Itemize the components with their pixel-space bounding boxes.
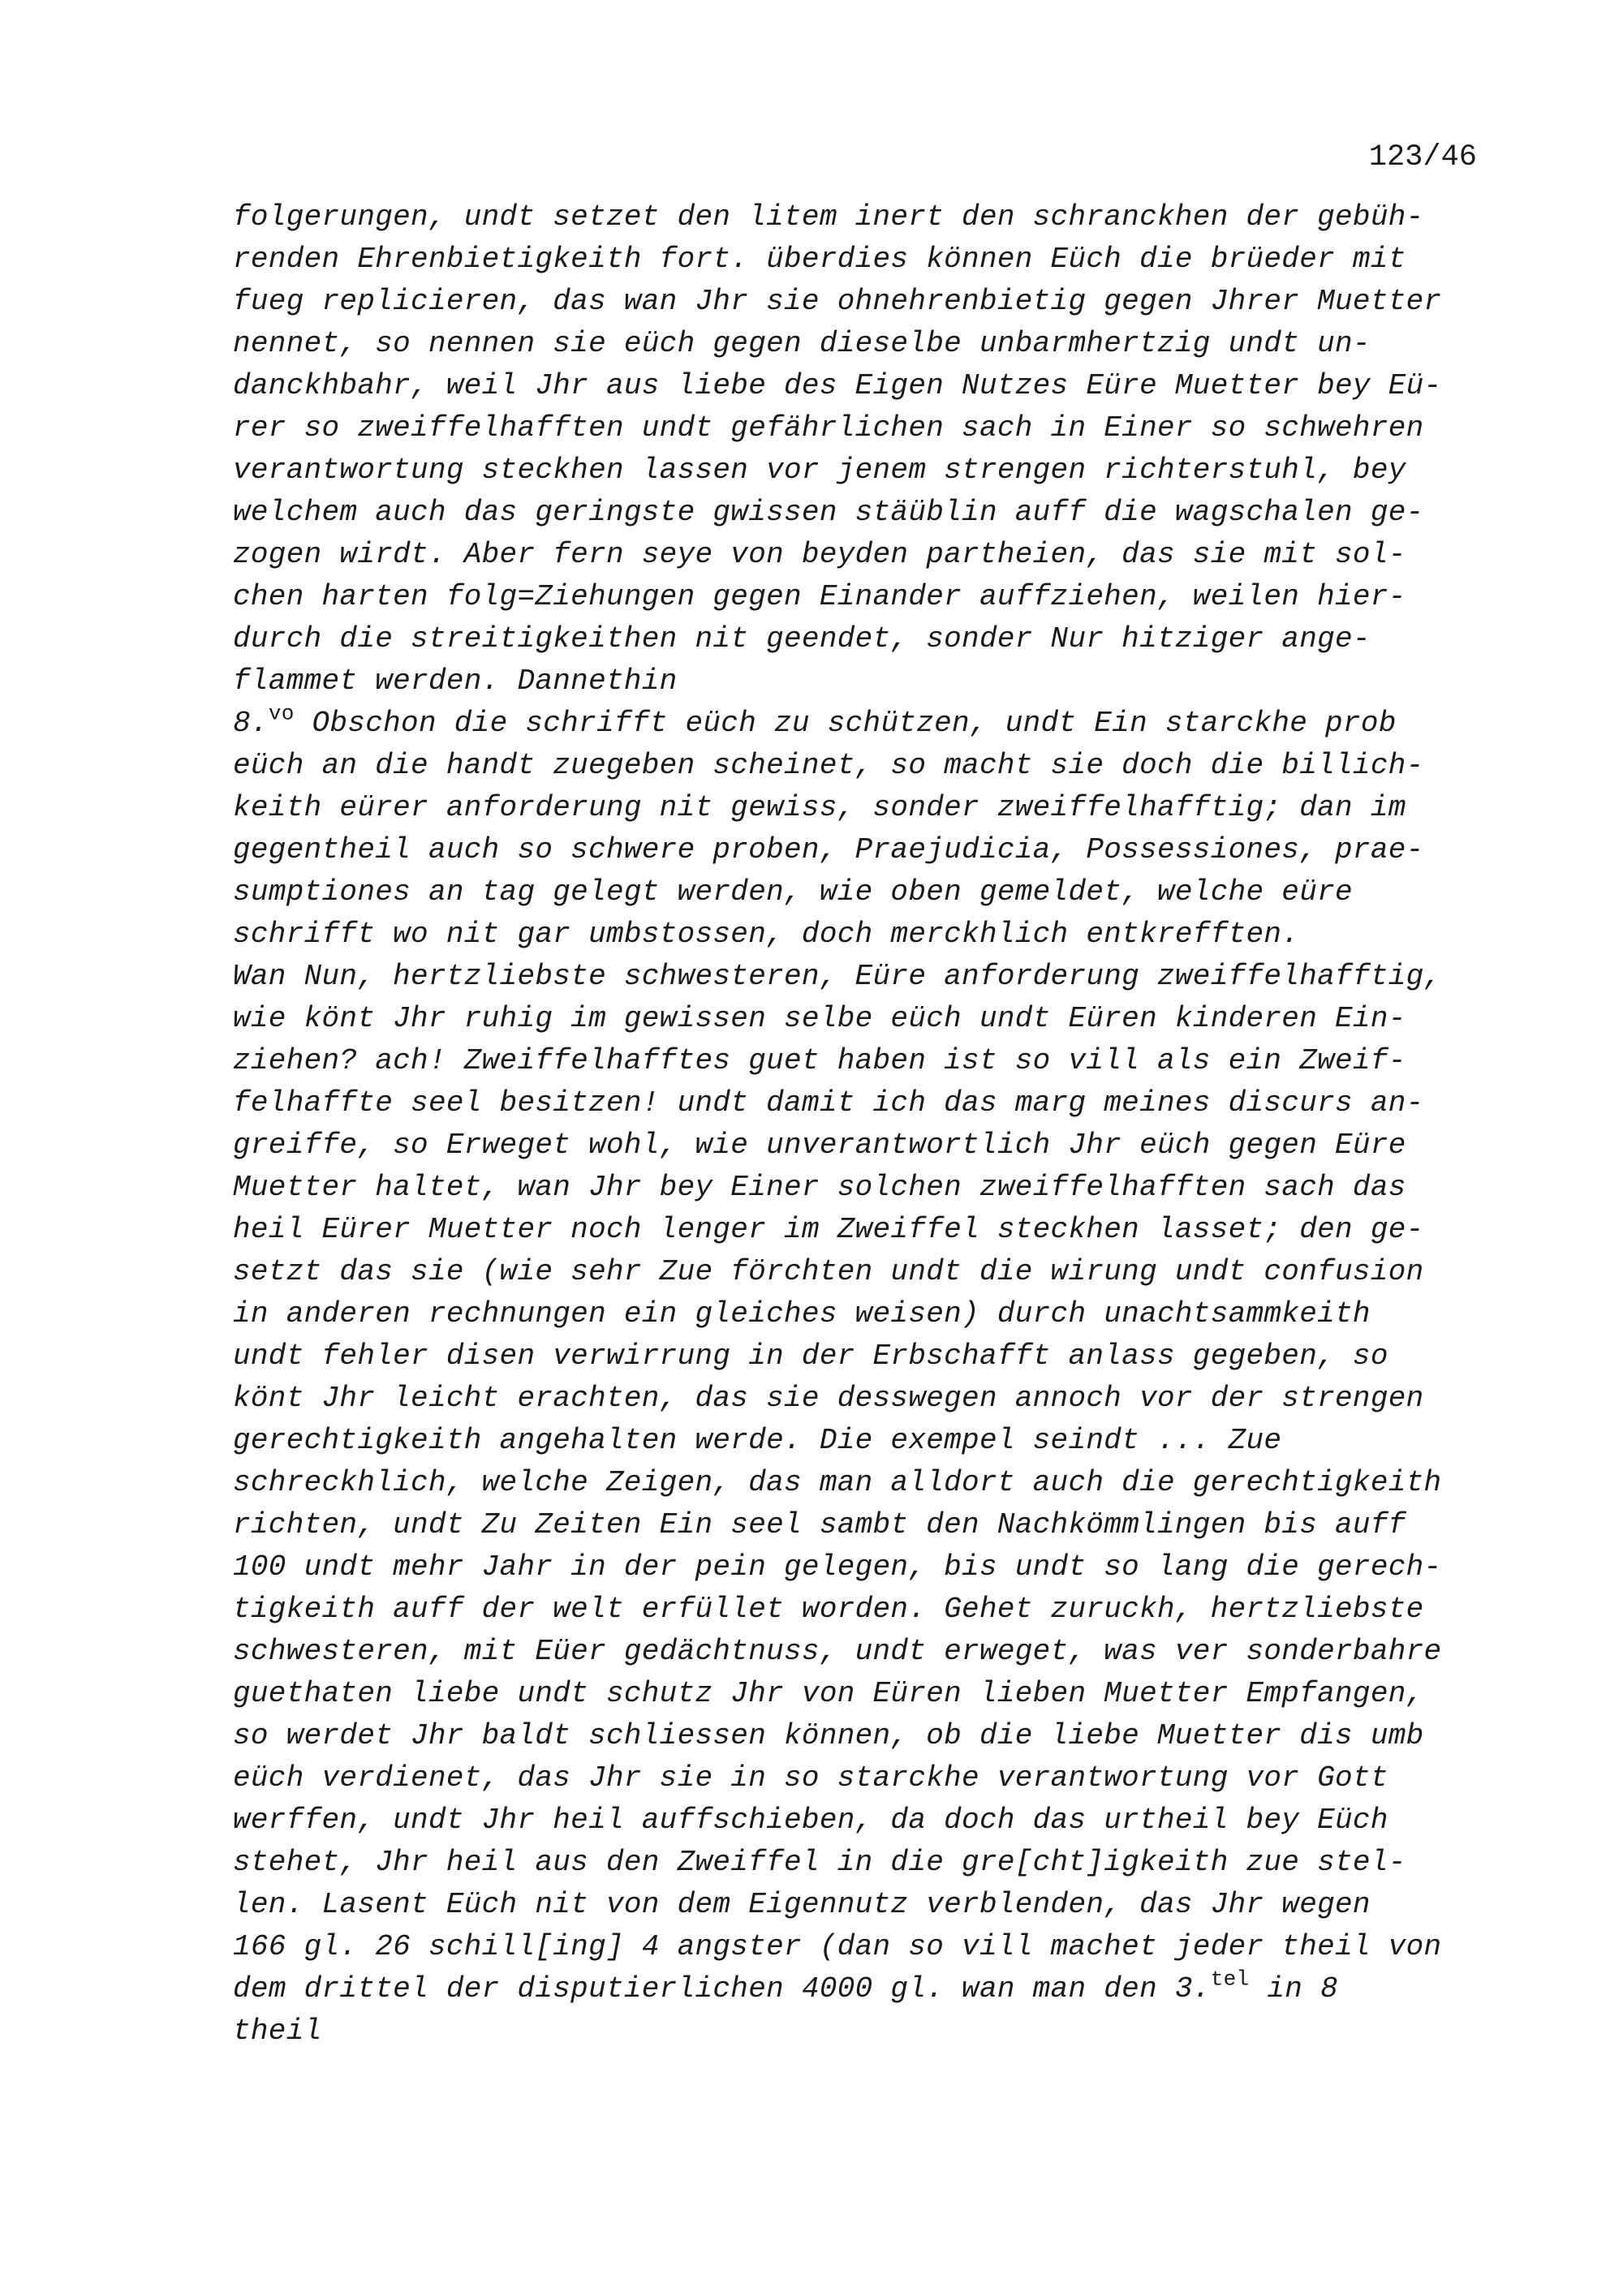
line-rest: in 8 (1249, 1972, 1338, 2006)
text-line: tigkeith auff der welt erfüllet worden. Gehet zuruckh, hertzliebste (233, 1593, 1424, 1626)
text-line: 100 undt mehr Jahr in der pein gelegen, bis undt so lang die gerech- (233, 1550, 1442, 1584)
text-line: Wan Nun, hertzliebste schwesteren, Eüre anforderung zweiffelhafftig, (233, 960, 1442, 993)
text-line: 166 gl. 26 schill[ing] 4 angster (dan so vill machet jeder theil von (233, 1930, 1442, 1963)
superscript: vo (268, 701, 295, 726)
text-line: ziehen? ach! Zweiffelhafftes guet haben ist so vill als ein Zweif- (233, 1044, 1406, 1077)
text-line: felhaffte seel besitzen! undt damit ich das marg meines discurs an- (233, 1086, 1424, 1120)
text-line: setzt das sie (wie sehr Zue förchten undt die wirung undt confusion (233, 1255, 1424, 1288)
line-prefix: dem drittel der disputierlichen 4000 gl. wan man den 3. (233, 1972, 1211, 2006)
text-line: schreckhlich, welche Zeigen, das man alldort auch die gerechtigkeith (233, 1466, 1442, 1499)
text-line: heil Eürer Muetter noch lenger im Zweiffel steckhen lasset; den ge- (233, 1213, 1424, 1246)
text-line: durch die streitigkeithen nit geendet, sonder Nur hitziger ange- (233, 622, 1371, 656)
line-rest: Obschon die schrifft eüch zu schützen, undt Ein starckhe prob (294, 707, 1397, 740)
text-line: undt fehler disen verwirrung in der Erbschafft anlass gegeben, so (233, 1339, 1388, 1373)
text-line: chen harten folg=Ziehungen gegen Einander auffziehen, weilen hier- (233, 580, 1406, 613)
text-line: eüch an die handt zuegeben scheinet, so macht sie doch die billich- (233, 749, 1424, 782)
text-line: schrifft wo nit gar umbstossen, doch merckhlich entkrefften. (233, 918, 1300, 951)
text-line: greiffe, so Erweget wohl, wie unverantwortlich Jhr eüch gegen Eüre (233, 1129, 1406, 1162)
page-number: 123/46 (1368, 140, 1477, 174)
text-line: fueg replicieren, das wan Jhr sie ohnehrenbietig gegen Jhrer Muetter (233, 285, 1442, 318)
text-line: werffen, undt Jhr heil auffschieben, da doch das urtheil bey Eüch (233, 1804, 1388, 1837)
text-line: könt Jhr leicht erachten, das sie desswegen annoch vor der strengen (233, 1382, 1424, 1415)
text-line: nennet, so nennen sie eüch gegen dieselbe unbarmhertzig undt un- (233, 327, 1371, 360)
line-prefix: 8. (233, 707, 269, 740)
text-line: verantwortung steckhen lassen vor jenem strengen richterstuhl, bey (233, 454, 1406, 487)
text-line: len. Lasent Eüch nit von dem Eigennutz verblenden, das Jhr wegen (233, 1888, 1371, 1921)
text-line-final: theil (233, 2014, 322, 2048)
text-line: eüch verdienet, das Jhr sie in so starckhe verantwortung vor Gott (233, 1761, 1388, 1795)
text-line: guethaten liebe undt schutz Jhr von Eüren lieben Muetter Empfangen, (233, 1677, 1424, 1710)
text-line: Muetter haltet, wan Jhr bey Einer solchen zweiffelhafften sach das (233, 1171, 1406, 1204)
text-line: flammet werden. Dannethin (233, 664, 678, 698)
text-line: welchem auch das geringste gwissen stäüblin auff die wagschalen ge- (233, 496, 1424, 529)
text-line: folgerungen, undt setzet den litem inert den schranckhen der gebüh- (233, 200, 1424, 234)
text-line: wie könt Jhr ruhig im gewissen selbe eüch undt Eüren kinderen Ein- (233, 1002, 1406, 1035)
text-line: gegentheil auch so schwere proben, Praejudicia, Possessiones, prae- (233, 833, 1424, 866)
text-line-superscript (233, 1968, 1499, 2010)
text-line: schwesteren, mit Eüer gedächtnuss, undt erweget, was ver sonderbahre (233, 1635, 1442, 1668)
transcription-body (233, 196, 1499, 2053)
text-line-numbered (233, 703, 1499, 745)
text-line: zogen wirdt. Aber fern seye von beyden partheien, das sie mit sol- (233, 538, 1406, 571)
superscript: tel (1210, 1967, 1250, 1992)
text-line: sumptiones an tag gelegt werden, wie oben gemeldet, welche eüre (233, 875, 1353, 909)
text-line: richten, undt Zu Zeiten Ein seel sambt den Nachkömmlingen bis auff (233, 1508, 1406, 1541)
text-line: stehet, Jhr heil aus den Zweiffel in die gre[cht]igkeith zue stel- (233, 1846, 1406, 1879)
text-line: rer so zweiffelhafften undt gefährlichen sach in Einer so schwehren (233, 411, 1424, 445)
text-line: gerechtigkeith angehalten werde. Die exempel seindt ... Zue (233, 1424, 1282, 1457)
text-line: renden Ehrenbietigkeith fort. überdies können Eüch die brüeder mit (233, 243, 1406, 276)
text-line: in anderen rechnungen ein gleiches weisen) durch unachtsammkeith (233, 1297, 1371, 1331)
text-line: so werdet Jhr baldt schliessen können, ob die liebe Muetter dis umb (233, 1719, 1424, 1752)
text-line: danckhbahr, weil Jhr aus liebe des Eigen Nutzes Eüre Muetter bey Eü- (233, 369, 1442, 402)
text-line: keith eürer anforderung nit gewiss, sonder zweiffelhafftig; dan im (233, 791, 1406, 824)
